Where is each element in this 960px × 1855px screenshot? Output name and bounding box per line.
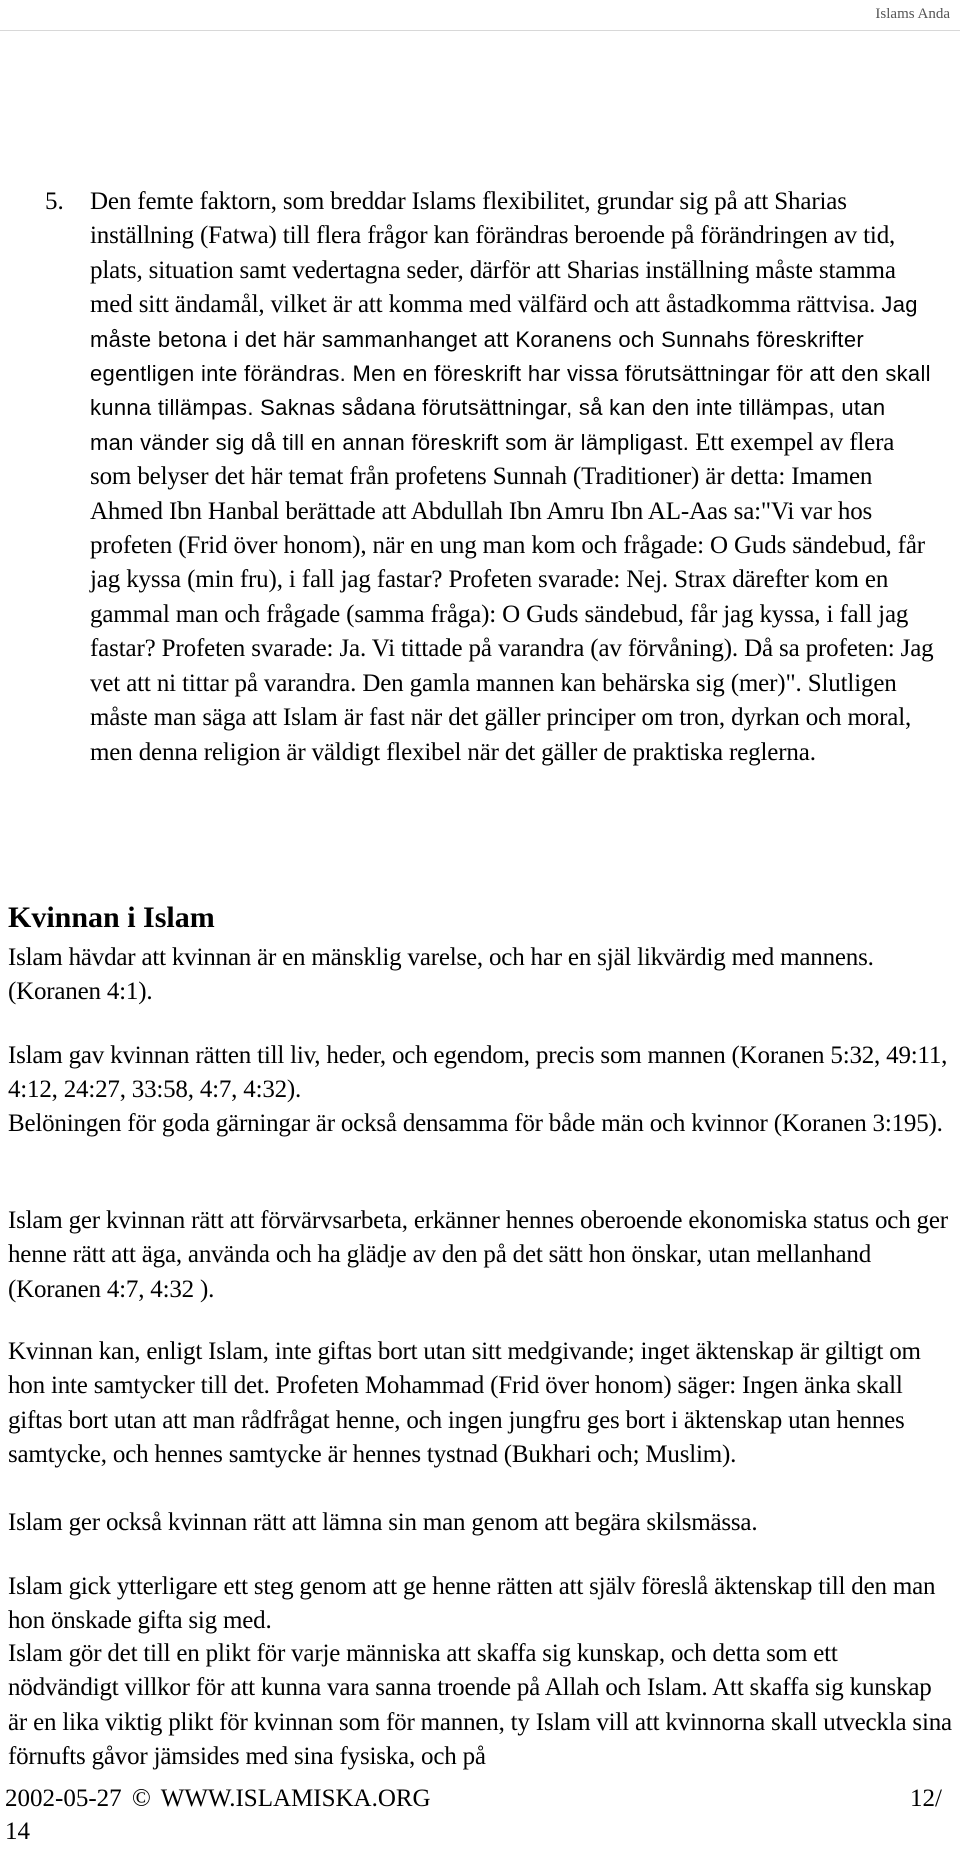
item-body <box>90 185 935 770</box>
header-divider <box>0 30 960 31</box>
paragraph: Islam gav kvinnan rätten till liv, heder, och egendom, precis som mannen (Koranen 5:32, 49:11, 4:12, 24:27, 33:58, 4:7, 4:32). <box>8 1042 948 1104</box>
footer-page-number: 12/ <box>910 1785 942 1812</box>
copyright-icon: © <box>131 1785 151 1812</box>
item-text-serif-1: Den femte faktorn, som breddar Islams flexibilitet, grundar sig på att Sharias inställning (Fatwa) till flera frågor kan förändras beroende på förändringen av tid, plats, situation samt vedertagna seder, därför att Sharias inställning måste stamma med sitt ändamål, vilket är att komma med välfärd och att åstadkomma rättvisa. <box>90 188 896 319</box>
page-footer <box>5 1782 431 1816</box>
footer-date: 2002-05-27 <box>5 1785 122 1812</box>
paragraph: Islam gör det till en plikt för varje människa att skaffa sig kunskap, och detta som ett nödvändigt villkor för att kunna vara sanna troende på Allah och Islam. Att skaffa sig kunskap är en lika viktig plikt för kvinnan som för mannen, ty Islam vill att kvinnorna skall utveckla sina förnufts gåvor jämsides med sina fysiska, och på <box>8 1640 952 1771</box>
item-number: 5. <box>45 188 64 215</box>
paragraph: Islam ger kvinnan rätt att förvärvsarbeta, erkänner hennes oberoende ekonomiska status och ger henne rätt att äga, använda och ha glädje av den på det sätt hon önskar, utan mellanhand (Koranen 4:7, 4:32 ). <box>8 1207 948 1303</box>
running-header: Islams Anda <box>875 6 950 22</box>
item-text-sans: Jag måste betona i det här sammanhanget att Koranens och Sunnahs föreskrifter egentligen inte förändras. Men en föreskrift har vissa förutsättningar för att den skall kunna tillämpas. Saknas sådana förutsättningar, så kan den inte tillämpas, utan man vänder sig då till en annan föreskrift som är lämpligast. <box>90 292 931 455</box>
item-text-serif-2: Ett exempel av flera som belyser det här temat från profetens Sunnah (Traditioner) är detta: Imamen Ahmed Ibn Hanbal berättade att Abdullah Ibn Amru Ibn AL-Aas sa:"Vi var hos profeten (Frid över honom), när en ung man kom och frågade: O Guds sändebud, får jag kyssa (min fru), i fall jag fastar? Profeten svarade: Nej. Strax därefter kom en gammal man och frågade (samma fråga): O Guds sändebud, får jag kyssa, i fall jag fastar? Profeten svarade: Ja. Vi tittade på varandra (av förvåning). Då sa profeten: Jag vet att ni tittar på varandra. Den gamla mannen kan behärska sig (mer)". Slutligen måste man säga att Islam är fast när det gäller principer om tron, dyrkan och moral, men denna religion är väldigt flexibel när det gäller de praktiska reglerna. <box>90 428 934 766</box>
section-heading: Kvinnan i Islam <box>8 901 215 934</box>
paragraph: Kvinnan kan, enligt Islam, inte giftas bort utan sitt medgivande; inget äktenskap är giltigt om hon inte samtycker till det. Profeten Mohammad (Frid över honom) säger: Ingen änka skall giftas bort utan att man rådfrågat henne, och ingen jungfru ges bort i äktenskap utan hennes samtycke, och hennes samtycke är hennes tystnad (Bukhari och; Muslim). <box>8 1338 921 1469</box>
footer-page-total: 14 <box>5 1818 30 1845</box>
numbered-item <box>45 185 945 770</box>
paragraph: Islam gick ytterligare ett steg genom att ge henne rätten att själv föreslå äktenskap till den man hon önskade gifta sig med. <box>8 1573 936 1635</box>
paragraph: Belöningen för goda gärningar är också densamma för både män och kvinnor (Koranen 3:195). <box>8 1110 943 1137</box>
paragraph: Islam ger också kvinnan rätt att lämna sin man genom att begära skilsmässa. <box>8 1509 758 1536</box>
footer-site: WWW.ISLAMISKA.ORG <box>160 1785 431 1812</box>
paragraph: Islam hävdar att kvinnan är en mänsklig varelse, och har en själ likvärdig med mannens. (Koranen 4:1). <box>8 944 874 1006</box>
